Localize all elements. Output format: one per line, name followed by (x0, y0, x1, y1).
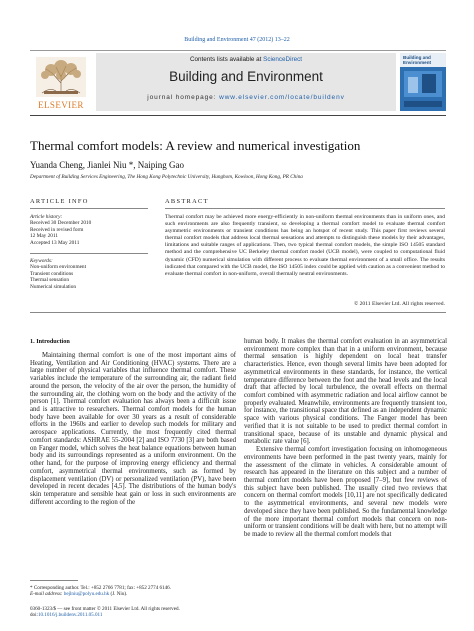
abstract-text: Thermal comfort may be achieved more energy-efficiently in non-uniform thermal environments than in uniform ones, and such environments are also frequently transient, so developing a thermal comfort model to evaluate thermal comfort asymmetric environments or transient conditions has being an hotspot of recent study. This paper first reviews several thermal comfort models that address local thermal sensations and attempts to distinguish these models by their advantages, limitations and suitable ranges of applications. Then, two typical thermal comfort models, the simple ISO 14505 standard method and the comprehensive UC Berkeley thermal comfort model (UCB model), were coupled to computational fluid dynamic (CFD) numerical simulation with different process to evaluate thermal environment of a small office. The results indicated that compared with the UCB model, the ISO 14505 index could be applied with caution as a convenient method to evaluate thermal comfort in non-uniform, overall thermally neutral environments. (165, 214, 445, 277)
keyword-item: Thermal sensation (30, 277, 69, 284)
keyword-item: Non-uniform environment (30, 264, 87, 271)
homepage-prefix: journal homepage: (147, 94, 220, 101)
journal-header-panel (96, 53, 396, 111)
issn-line: 0360-1323/$ — see front matter © 2011 Elsevier Ltd. All rights reserved. (30, 606, 180, 612)
history-item: Received in revised form (30, 226, 84, 233)
keyword-item: Transient conditions (30, 270, 74, 277)
keywords-label: Keywords: (30, 258, 53, 264)
introduction-heading: 1. Introduction (30, 338, 70, 345)
journal-citation[interactable]: Building and Environment 47 (2012) 13–22 (184, 37, 290, 43)
body-paragraph: Maintaining thermal comfort is one of the most important aims of Heating, Ventilation and Air Conditioning (HVAC) systems. There are a large number of physical variables that influence thermal comfort. These variables include the temperature of the surrounding air, the radiant field around the person, the velocity of the air over the person, the humidity of the surrounding air, the clothing worn on the body and the activity of the person [1]. Thermal comfort evaluation has always been a difficult issue and is attractive to researchers. Thermal comfort models for the human body have been available for over 30 years as a result of considerable efforts in the 1960s and earlier to develop such models for military and aerospace applications. Currently, the most frequently cited thermal comfort standards: ASHRAE 55-2004 [2] and ISO 7730 [3] are both based on Fanger model, which solves the heat balance equations between human body and its surroundings represented as a uniform environment. On the other hand, for the purpose of improving energy efficiency and thermal comfort, asymmetrical thermal environments, such as formed by displacement ventilation (DV) or personalized ventilation (PV), have been developed in recent decades [4,5]. The distributions of the human body's skin temperature and sensible heat gain or loss in such environments are different according to the region of the (30, 352, 236, 506)
corresponding-author-footnote (30, 585, 235, 598)
cover-title (403, 55, 431, 65)
abstract-bottom-rule (30, 312, 446, 313)
history-item: Received 30 December 2010 (30, 220, 92, 227)
history-label: Article history: (30, 214, 63, 220)
article-authors: Yuanda Cheng, Jianlei Niu *, Naiping Gao (30, 160, 184, 170)
keyword-item: Numerical simulation (30, 283, 77, 290)
body-paragraph: Extensive thermal comfort investigation focusing on inhomogeneous environments have been performed in the past twenty years, mainly for the assessment of the climate in vehicles. A considerable amount of research has appeared in the literature on this subject and a number of thermal comfort models have been proposed [7–9], but few reviews of this subject have been published. The usually cited two reviews that concern on thermal comfort models [10,11] are not specifically dedicated to the asymmetrical environments, and several new models were developed since they have been published. So the fundamental knowledge of the more important thermal comfort models that concern on non-uniform or transient conditions will be dealt with here, but no attempt will be made to review all the thermal comfort models that (244, 446, 447, 538)
abstract-rule (165, 208, 445, 209)
body-left-column (30, 352, 236, 506)
email-suffix: (J. Niu). (110, 591, 128, 598)
article-info-heading: ARTICLE INFO (30, 198, 89, 205)
body-paragraph: human body. It makes the thermal comfort evaluation in an asymmetrical environment more complex than that in a uniform environment, because thermal sensation is highly dependent on local heat transfer characteristics. Hence, even though several limits have been adopted for asymmetrical environments in these standards, for instance, the vertical temperature difference between the foot and the head levels and the local draft that affected by local turbulence, the overall effects on thermal comfort combined with asymmetric radiation and local airflow cannot be properly evaluated. Meanwhile, environments are frequently transient too, for instance, the transitional space that defined as an independent dynamic space with various physical conditions. The Fanger model has been verified that it is not suitable to be used to predict thermal comfort in transitional space, because of its unstable and dynamic physical and metabolic rate value [6]. (244, 338, 447, 446)
journal-cover-thumbnail (400, 53, 446, 111)
keywords-block (30, 258, 150, 290)
doi-line (30, 612, 250, 618)
cover-title-line1: Building and (403, 55, 431, 60)
history-item: Accepted 13 May 2011 (30, 239, 80, 246)
homepage-link[interactable]: www.elsevier.com/locate/buildenv (219, 94, 345, 101)
keywords-rule (30, 253, 148, 254)
cover-title-line2: Environment (403, 60, 432, 65)
doi-label: doi: (30, 612, 38, 619)
email-link[interactable]: bejlniu@polyu.edu.hk (63, 591, 110, 598)
article-title: Thermal comfort models: A review and numerical investigation (30, 138, 361, 153)
sciencedirect-link[interactable]: ScienceDirect (263, 56, 302, 63)
doi-link[interactable]: 10.1016/j.buildenv.2011.05.011 (37, 612, 103, 619)
elsevier-logo (30, 53, 92, 111)
elsevier-wordmark: ELSEVIER (38, 100, 84, 110)
body-right-column (244, 338, 447, 539)
contents-lists-text (96, 56, 396, 63)
footnote-rule (30, 580, 78, 581)
author-affiliation: Department of Building Services Engineering, The Hong Kong Polytechnic University, Hunghom, Kowloon, Hong Kong, PR China (30, 174, 303, 180)
journal-homepage (96, 94, 396, 101)
footnote-contact: * Corresponding author. Tel.: +852 2766 7781; fax: +852 2774 6146. (30, 585, 171, 591)
article-history (30, 214, 150, 246)
contents-prefix: Contents lists available at (189, 56, 264, 63)
issn-doi-block (30, 606, 250, 619)
abstract-copyright: © 2011 Elsevier Ltd. All rights reserved. (353, 301, 445, 307)
abstract-heading: ABSTRACT (165, 198, 209, 205)
history-item: 12 May 2011 (30, 233, 59, 240)
email-label: E-mail address: (30, 591, 63, 598)
journal-name: Building and Environment (169, 69, 323, 84)
footnote-email (30, 591, 235, 597)
article-info-rule (30, 208, 148, 209)
